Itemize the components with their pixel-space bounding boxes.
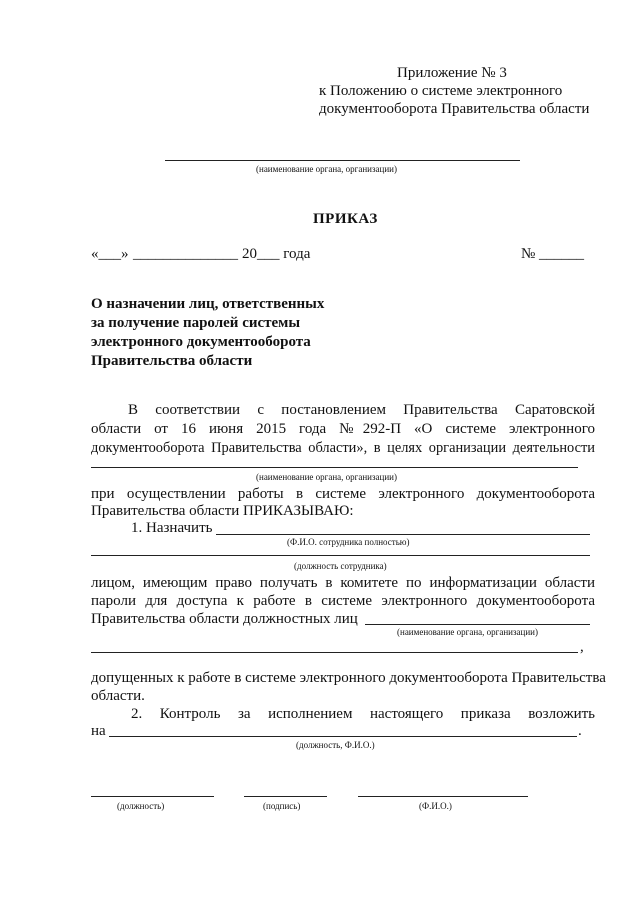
signature-sign-caption: (подпись) — [263, 801, 301, 811]
employee-fio-field[interactable] — [216, 534, 590, 535]
item-2-dot: . — [578, 723, 582, 739]
paragraph-2-line-2: Правительства области ПРИКАЗЫВАЮ: — [91, 503, 354, 519]
item-2-line-1: 2. Контроль за исполнением настоящего приказа возложить — [131, 706, 595, 722]
subject-line-4: Правительства области — [91, 353, 253, 369]
employee-position-caption: (должность сотрудника) — [294, 561, 387, 571]
subject-line-3: электронного документооборота — [91, 334, 311, 350]
document-title: ПРИКАЗ — [313, 211, 378, 227]
subject-line-1: О назначении лиц, ответственных — [91, 296, 325, 312]
subject-line-2: за получение паролей системы — [91, 315, 301, 331]
paragraph-1-line-1: В соответствии с постановлением Правительства Саратовской — [128, 402, 595, 418]
comma: , — [580, 639, 584, 655]
signature-fio-field[interactable] — [358, 796, 528, 797]
paragraph-1-line-2: области от 16 июня 2015 года №292-П «О системе электронного — [91, 421, 595, 437]
item-1-label: 1. Назначить — [131, 520, 213, 536]
appendix-regulation-line-2: документооборота Правительства области — [319, 101, 590, 117]
organization-name-caption: (наименование органа, организации) — [256, 164, 397, 174]
appendix-regulation-line: к Положению о системе электронного — [319, 83, 563, 99]
signature-position-caption: (должность) — [117, 801, 165, 811]
employee-position-field[interactable] — [91, 555, 590, 556]
officials-organization-field[interactable] — [365, 624, 590, 625]
item-2-na: на — [91, 723, 106, 739]
date-month-field[interactable]: ______________ — [133, 246, 238, 262]
organization-name-field-2[interactable] — [91, 467, 578, 468]
paragraph-2-line-1: при осуществлении работы в системе электронного документооборота — [91, 486, 595, 502]
signature-position-field[interactable] — [91, 796, 214, 797]
officials-organization-field-2[interactable] — [91, 652, 578, 653]
paragraph-4-line-2: области. — [91, 688, 145, 704]
organization-name-caption-2: (наименование органа, организации) — [256, 472, 397, 482]
responsible-person-caption: (должность, Ф.И.О.) — [296, 740, 375, 750]
appendix-number: Приложение № 3 — [397, 65, 507, 81]
signature-fio-caption: (Ф.И.О.) — [419, 801, 452, 811]
paragraph-1-line-3: документооборота Правительства области», в целях организации деятельности — [91, 440, 595, 456]
responsible-person-field[interactable] — [109, 736, 577, 737]
order-number-field[interactable]: № ______ — [521, 246, 585, 262]
officials-organization-caption: (наименование органа, организации) — [397, 627, 538, 637]
paragraph-3-line-3: Правительства области должностных лиц — [91, 611, 358, 627]
date-day-field[interactable]: «___» — [91, 246, 129, 262]
paragraph-3-line-1: лицом, имеющим право получать в комитете по информатизации области — [91, 575, 595, 591]
paragraph-4-line-1: допущенных к работе в системе электронного документооборота Правительства — [91, 670, 606, 686]
employee-fio-caption: (Ф.И.О. сотрудника полностью) — [287, 537, 410, 547]
paragraph-3-line-2: пароли для доступа к работе в системе электронного документооборота — [91, 593, 595, 609]
date-year-field[interactable]: 20___ года — [242, 246, 311, 262]
organization-name-field[interactable] — [165, 160, 520, 161]
signature-sign-field[interactable] — [244, 796, 327, 797]
